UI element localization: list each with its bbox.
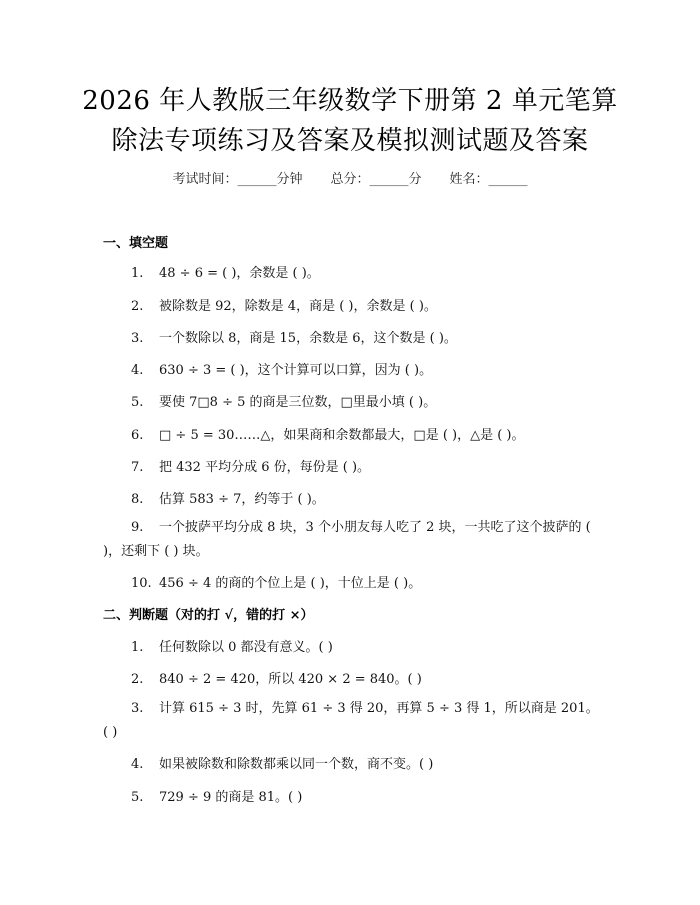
question-text: 48 ÷ 6 = ( )，余数是 ( )。 <box>159 266 320 281</box>
section-heading-fill: 一、填空题 <box>103 236 169 251</box>
question-item <box>131 424 525 443</box>
question-number: 10. <box>131 576 152 591</box>
question-text: 把 432 平均分成 6 份，每份是 ( )。 <box>159 460 371 475</box>
question-text: 一个数除以 8，商是 15，余数是 6，这个数是 ( )。 <box>159 331 457 346</box>
question-item <box>131 572 421 591</box>
question-number: 5. <box>131 790 144 805</box>
question-text: 任何数除以 0 都没有意义。( ) <box>159 640 333 655</box>
question-number: 3. <box>131 701 144 716</box>
question-number: 9. <box>131 520 144 535</box>
question-text: □ ÷ 5 = 30……△，如果商和余数都最大，□是 ( )，△是 ( )。 <box>159 428 525 443</box>
exam-time-field: 考试时间：______分钟 <box>172 172 303 187</box>
question-item <box>131 262 320 281</box>
total-score-field: 总分：______分 <box>330 172 422 187</box>
question-number: 4. <box>131 363 144 378</box>
document-title-line-2: 除法专项练习及答案及模拟测试题及答案 <box>111 126 589 156</box>
question-number: 3. <box>131 331 144 346</box>
question-text: 729 ÷ 9 的商是 81。( ) <box>159 790 303 805</box>
question-number: 2. <box>131 672 144 687</box>
question-text: 要使 7□8 ÷ 5 的商是三位数，□里最小填 ( )。 <box>159 395 437 410</box>
question-item <box>131 359 432 378</box>
question-text: 840 ÷ 2 = 420，所以 420 × 2 = 840。( ) <box>159 672 422 687</box>
question-number: 8. <box>131 492 144 507</box>
question-number: 4. <box>131 757 144 772</box>
question-number: 5. <box>131 395 144 410</box>
question-text: 被除数是 92，除数是 4，商是 ( )，余数是 ( )。 <box>159 299 437 314</box>
question-item <box>131 327 457 346</box>
question-text: 456 ÷ 4 的商的个位上是 ( )，十位上是 ( )。 <box>159 576 422 591</box>
question-item <box>103 516 599 564</box>
question-text: 计算 615 ÷ 3 时，先算 61 ÷ 3 得 20，再算 5 ÷ 3 得 1，所以商是 201。( ) <box>103 701 599 740</box>
question-text: 如果被除数和除数都乘以同一个数，商不变。( ) <box>159 757 434 772</box>
question-number: 6. <box>131 428 144 443</box>
section-heading-judge: 二、判断题（对的打 √，错的打 ×） <box>103 608 314 623</box>
question-number: 1. <box>131 266 144 281</box>
question-text: 630 ÷ 3 = ( )，这个计算可以口算，因为 ( )。 <box>159 363 433 378</box>
question-item <box>131 456 370 475</box>
question-item <box>131 488 325 507</box>
question-number: 1. <box>131 640 144 655</box>
question-item <box>131 668 422 687</box>
document-title-line-1: 2026 年人教版三年级数学下册第 2 单元笔算 <box>82 86 618 116</box>
exam-meta-line <box>0 168 700 187</box>
question-item <box>131 636 333 655</box>
question-number: 7. <box>131 460 144 475</box>
question-item <box>131 786 302 805</box>
question-text: 一个披萨平均分成 8 块，3 个小朋友每人吃了 2 块，一共吃了这个披萨的 ( )，还剩下 ( ) 块。 <box>103 520 591 559</box>
question-item <box>131 753 433 772</box>
question-text: 估算 583 ÷ 7，约等于 ( )。 <box>159 492 325 507</box>
student-name-field: 姓名：______ <box>449 172 528 187</box>
question-item <box>103 697 599 745</box>
question-item <box>131 391 436 410</box>
question-item <box>131 295 437 314</box>
question-number: 2. <box>131 299 144 314</box>
